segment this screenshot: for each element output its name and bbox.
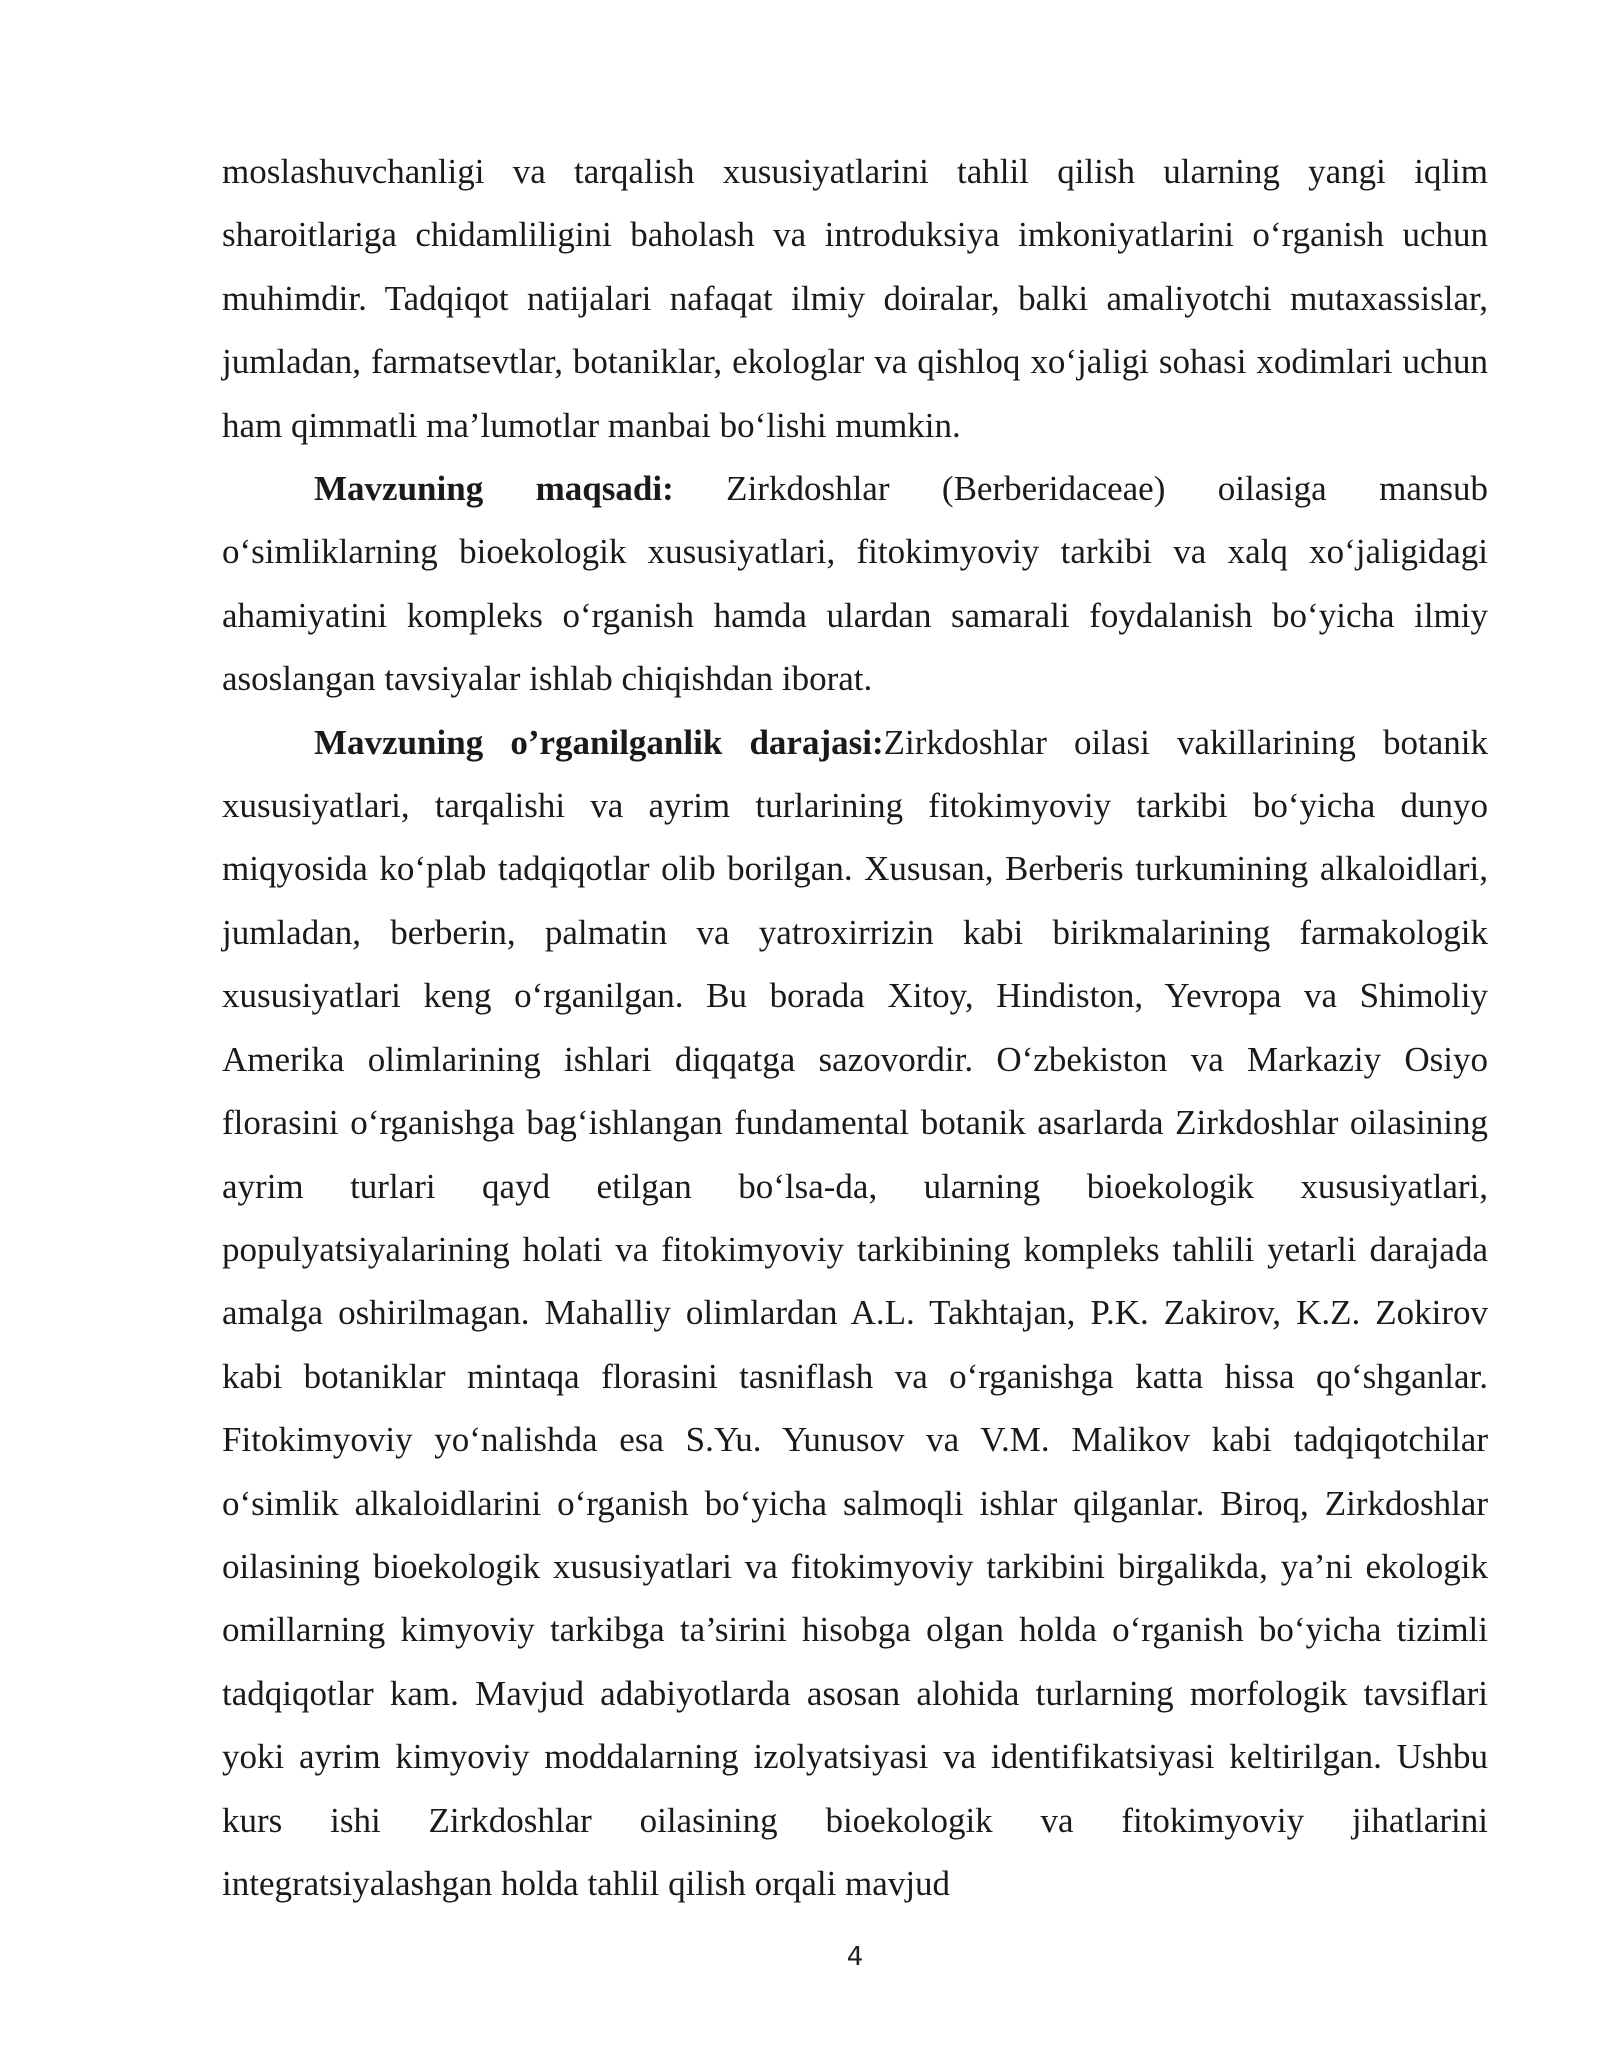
paragraph-text: Zirkdoshlar (Berberidaceae) oilasiga mansub o‘simliklarning bioekologik xususiyatlari, fitokimyoviy tarkibi va xalq xo‘jaligidagi ahamiyatini kompleks o‘rganish hamda ulardan samarali foydalanish bo‘yicha ilmiy asoslangan tavsiyalar ishlab chiqishdan iborat. bbox=[222, 469, 1489, 699]
paragraph-text: moslashuvchanligi va tarqalish xususiyatlarini tahlil qilish ularning yangi iqlim sharoitlariga chidamliligini baholash va introduksiya imkoniyatlarini o‘rganish uchun muhimdir. Tadqiqot natijalari nafaqat ilmiy doiralar, balki amaliyotchi mutaxassislar, jumladan, farmatsevtlar, botaniklar, ekologlar va qishloq xo‘jaligi sohasi xodimlari uchun ham qimmatli ma’lumotlar manbai bo‘lishi mumkin. bbox=[222, 152, 1488, 445]
paragraph-goal bbox=[222, 457, 1488, 711]
paragraph-intro-continuation bbox=[222, 140, 1488, 457]
paragraph-heading: Mavzuning o’rganilganlik darajasi: bbox=[314, 722, 884, 762]
paragraph-text: Zirkdoshlar oilasi vakillarining botanik xususiyatlari, tarqalishi va ayrim turlarining fitokimyoviy tarkibi bo‘yicha dunyo miqyosida ko‘plab tadqiqotlar olib borilgan. Xususan, Berberis turkumining alkaloidlari, jumladan, berberin, palmatin va yatroxirrizin kabi birikmalarining farmakologik xususiyatlari keng o‘rganilgan. Bu borada Xitoy, Hindiston, Yevropa va Shimoliy Amerika olimlarining ishlari diqqatga sazovordir. O‘zbekiston va Markaziy Osiyo florasini o‘rganishga bag‘ishlangan fundamental botanik asarlarda Zirkdoshlar oilasining ayrim turlari qayd etilgan bo‘lsa-da, ularning bioekologik xususiyatlari, populyatsiyalarining holati va fitokimyoviy tarkibining kompleks tahlili yetarli darajada amalga oshirilmagan. Mahalliy olimlardan A.L. Takhtajan, P.K. Zakirov, K.Z. Zokirov kabi botaniklar mintaqa florasini tasniflash va o‘rganishga katta hissa qo‘shganlar. Fitokimyoviy yo‘nalishda esa S.Yu. Yunusov va V.M. Malikov kabi tadqiqotchilar o‘simlik alkaloidlarini o‘rganish bo‘yicha salmoqli ishlar qilganlar. Biroq, Zirkdoshlar oilasining bioekologik xususiyatlari va fitokimyoviy tarkibini birgalikda, ya’ni ekologik omillarning kimyoviy tarkibga ta’sirini hisobga olgan holda o‘rganish bo‘yicha tizimli tadqiqotlar kam. Mavjud adabiyotlarda asosan alohida turlarning morfologik tavsiflari yoki ayrim kimyoviy moddalarning izolyatsiyasi va identifikatsiyasi keltirilgan. Ushbu kurs ishi Zirkdoshlar oilasining bioekologik va fitokimyoviy jihatlarini integratsiyalashgan holda tahlil qilish orqali mavjud bbox=[222, 722, 1489, 1903]
document-page bbox=[222, 140, 1488, 1915]
paragraph-study-level bbox=[222, 711, 1488, 1916]
page-number: 4 bbox=[846, 1942, 864, 1972]
paragraph-heading: Mavzuning maqsadi: bbox=[314, 469, 674, 509]
